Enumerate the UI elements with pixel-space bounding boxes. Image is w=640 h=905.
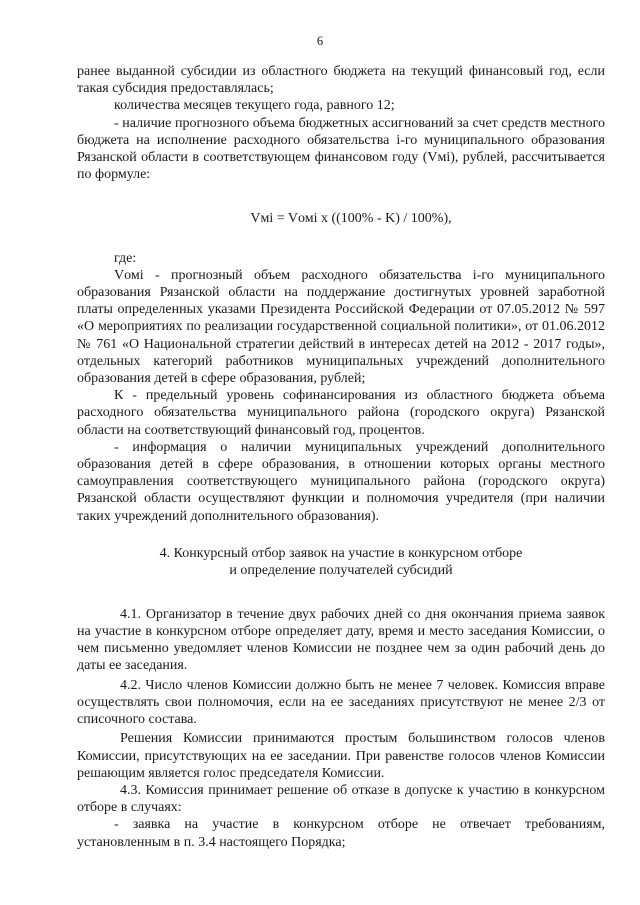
paragraph-institutions-info: - информация о наличии муниципальных учреждений дополнительного образования детей в сфере образования, в отношении которых органы местного самоуправления соответствующего муниципального района (городского округа) Рязанской области осуществляют функции и полномочия учредителя (при наличии таких учреждений дополнительного образования). [77, 439, 605, 524]
paragraph-k-definition: К - предельный уровень софинансирования из областного бюджета объема расходного обязательства муниципального района (городского округа) Рязанской области на соответствующий финансовый год, процентов. [77, 388, 605, 438]
page-number: 6 [316, 34, 324, 48]
paragraph-continuation: ранее выданной субсидии из областного бюджета на текущий финансовый год, если такая субсидия предоставлялась; [77, 64, 605, 97]
paragraph-4-3: 4.3. Комиссия принимает решение об отказе в допуске к участию в конкурсном отборе в случаях: [77, 782, 605, 816]
paragraph-4-2: 4.2. Число членов Комиссии должно быть не менее 7 человек. Комиссия вправе осуществлять свои полномочия, если на ее заседаниях присутствуют не менее 2/3 от списочного состава. [77, 677, 605, 728]
paragraph-vomi-definition: Vомi - прогнозный объем расходного обязательства i-го муниципального образования Рязанской области на поддержание достигнутых уровней заработной платы определенных указами Президента Российской Федерации от 07.05.2012 № 597 «О мероприятиях по реализации государственной социальной политики», от 01.06.2012 № 761 «О Национальной стратегии действий в интересах детей на 2012 - 2017 годы», отдельных категорий работников муниципальных учреждений дополнительного образования детей в сфере образования, рублей; [77, 267, 605, 387]
paragraph-forecast-volume: - наличие прогнозного объема бюджетных ассигнований за счет средств местного бюджета на исполнение расходного обязательства i-го муниципального образования Рязанской области в соответствующем финансовом году (Vмi), рублей, рассчитывается по формуле: [77, 115, 605, 183]
document-body [77, 63, 605, 851]
section-heading [77, 545, 605, 580]
section-heading-line-1: 4. Конкурсный отбор заявок на участие в конкурсном отборе [159, 545, 523, 561]
paragraph-4-1: 4.1. Организатор в течение двух рабочих дней со дня окончания приема заявок на участие в конкурсном отборе определяет дату, время и место заседания Комиссии, о чем письменно уведомляет членов Комиссии не позднее чем за один рабочий день до даты ее заседания. [77, 606, 605, 674]
paragraph-where: где: [114, 250, 137, 266]
paragraph-refusal-case-1: - заявка на участие в конкурсном отборе не отвечает требованиям, установленным в п. 3.4 настоящего Порядка; [77, 817, 605, 850]
formula: Vмi = Vомi x ((100% - K) / 100%), [250, 211, 452, 227]
section-heading-line-2: и определение получателей субсидий [229, 563, 453, 579]
paragraph-decisions: Решения Комиссии принимаются простым большинством голосов членов Комиссии, присутствующих на ее заседании. При равенстве голосов членов Комиссии решающим является голос председателя Комиссии. [77, 731, 605, 781]
paragraph-months: количества месяцев текущего года, равного 12; [114, 98, 395, 114]
